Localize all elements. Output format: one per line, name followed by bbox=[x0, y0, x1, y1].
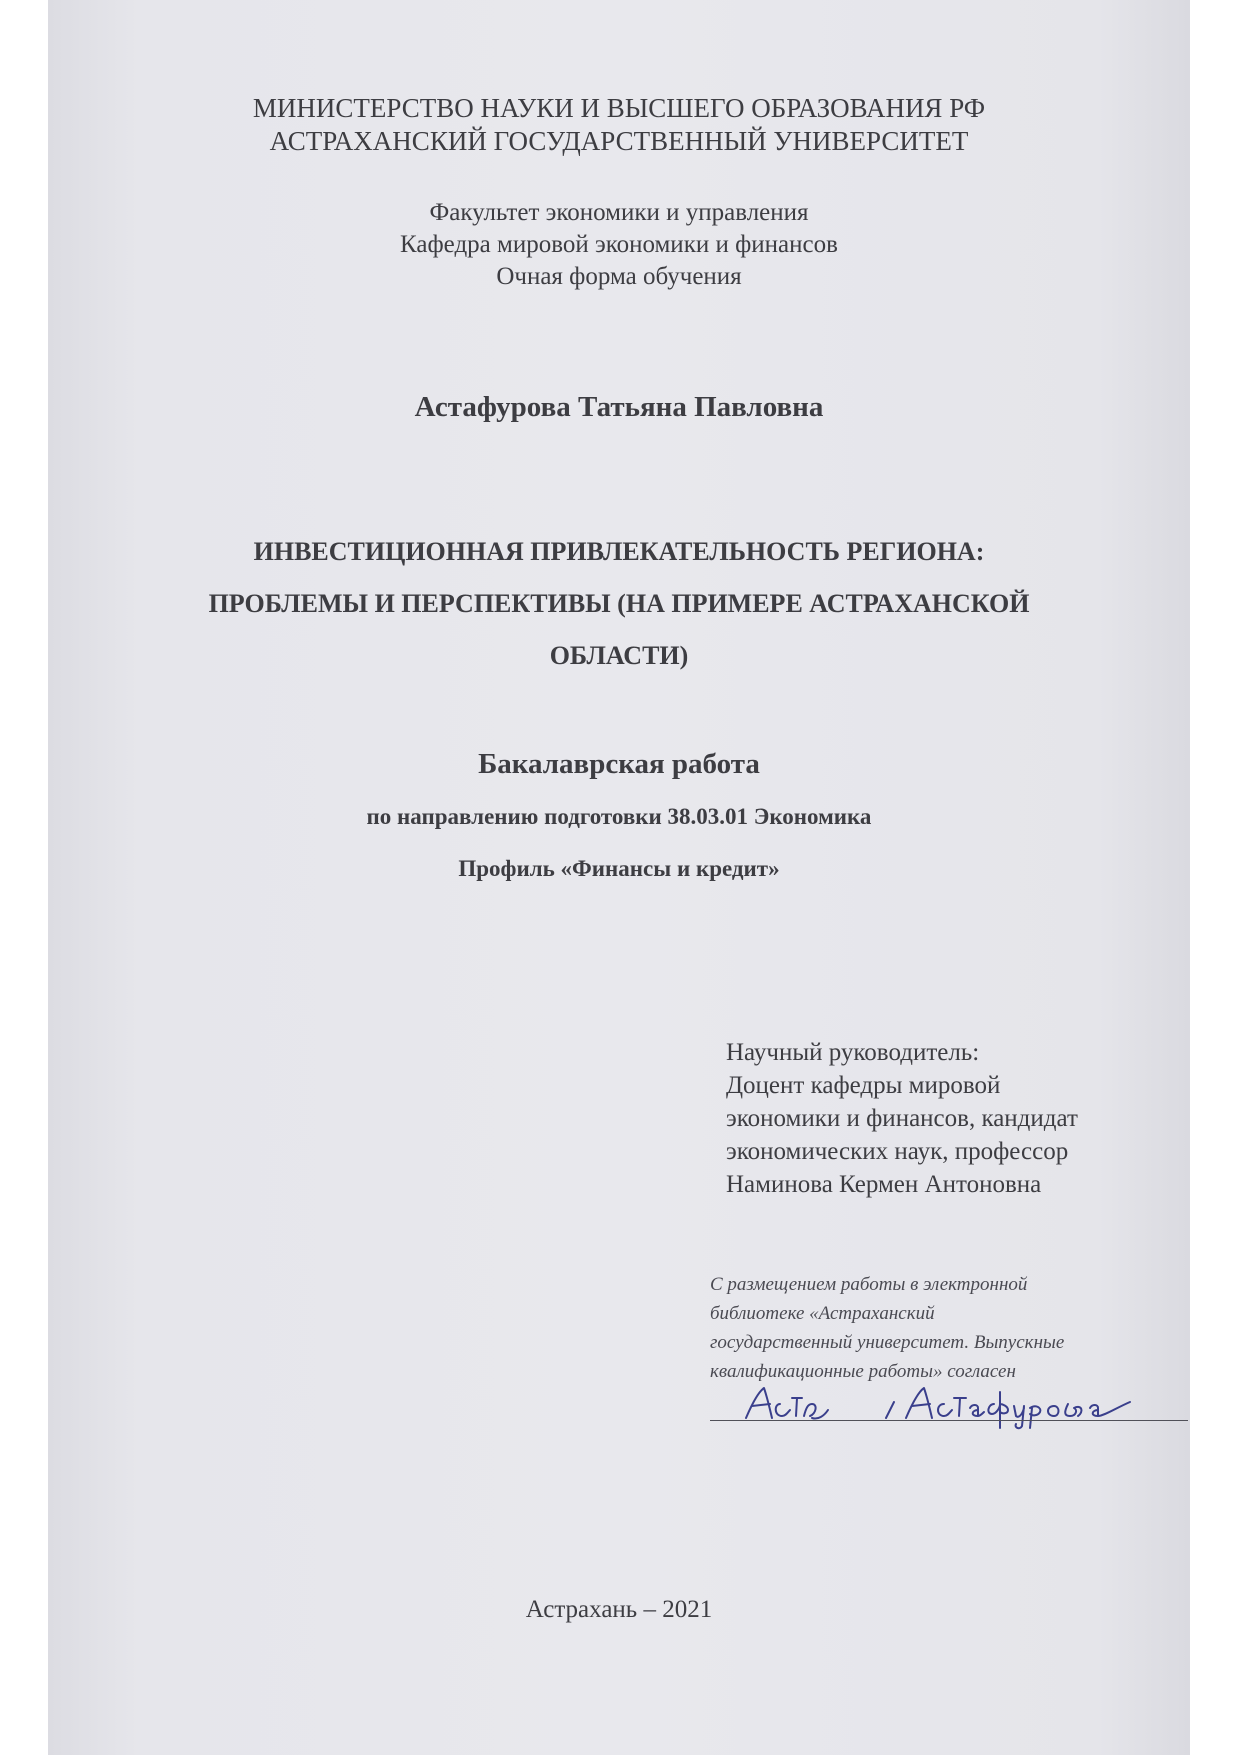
thesis-title-line-3: ОБЛАСТИ) bbox=[549, 641, 689, 670]
consent-line-4: квалификационные работы» согласен bbox=[710, 1361, 1016, 1382]
study-direction-text: по направлению подготовки 38.03.01 Экономика bbox=[366, 804, 872, 829]
university-name: АСТРАХАНСКИЙ ГОСУДАРСТВЕННЫЙ УНИВЕРСИТЕТ bbox=[269, 126, 969, 156]
work-type-text: Бакалаврская работа bbox=[478, 748, 760, 780]
supervisor-name: Наминова Кермен Антоновна bbox=[726, 1171, 1042, 1198]
title-page bbox=[48, 0, 1190, 1755]
study-profile-text: Профиль «Финансы и кредит» bbox=[458, 856, 780, 881]
signature-underline bbox=[710, 1420, 1188, 1421]
author-name bbox=[48, 389, 1190, 425]
author-name-text: Астафурова Татьяна Павловна bbox=[414, 391, 824, 423]
faculty-name: Факультет экономики и управления bbox=[429, 199, 809, 226]
study-form: Очная форма обучения bbox=[496, 263, 742, 290]
consent-line-1: С размещением работы в электронной bbox=[710, 1274, 1028, 1295]
supervisor-block bbox=[726, 1036, 1078, 1201]
department-name: Кафедра мировой экономики и финансов bbox=[400, 231, 838, 258]
ministry-header bbox=[48, 92, 1190, 158]
consent-line-3: государственный университет. Выпускные bbox=[710, 1332, 1065, 1353]
study-direction bbox=[48, 803, 1190, 831]
thesis-title-line-1: ИНВЕСТИЦИОННАЯ ПРИВЛЕКАТЕЛЬНОСТЬ РЕГИОНА: bbox=[253, 537, 985, 566]
city-year bbox=[48, 1594, 1190, 1626]
ministry-name: МИНИСТЕРСТВО НАУКИ И ВЫСШЕГО ОБРАЗОВАНИЯ РФ bbox=[252, 93, 986, 123]
supervisor-label: Научный руководитель: bbox=[726, 1039, 980, 1066]
thesis-title bbox=[48, 526, 1190, 682]
supervisor-position-line-2: экономики и финансов, кандидат bbox=[726, 1105, 1078, 1132]
supervisor-position-line-1: Доцент кафедры мировой bbox=[726, 1072, 1001, 1099]
city-year-text: Астрахань – 2021 bbox=[525, 1596, 713, 1623]
publication-consent bbox=[710, 1270, 1180, 1386]
faculty-block bbox=[48, 197, 1190, 293]
study-profile bbox=[48, 855, 1190, 883]
supervisor-position-line-3: экономических наук, профессор bbox=[726, 1138, 1069, 1165]
work-type bbox=[48, 746, 1190, 782]
thesis-title-line-2: ПРОБЛЕМЫ И ПЕРСПЕКТИВЫ (НА ПРИМЕРЕ АСТРАХАНСКОЙ bbox=[208, 589, 1030, 618]
handwritten-signature bbox=[738, 1374, 1158, 1434]
consent-line-2: библиотеке «Астраханский bbox=[710, 1303, 935, 1324]
